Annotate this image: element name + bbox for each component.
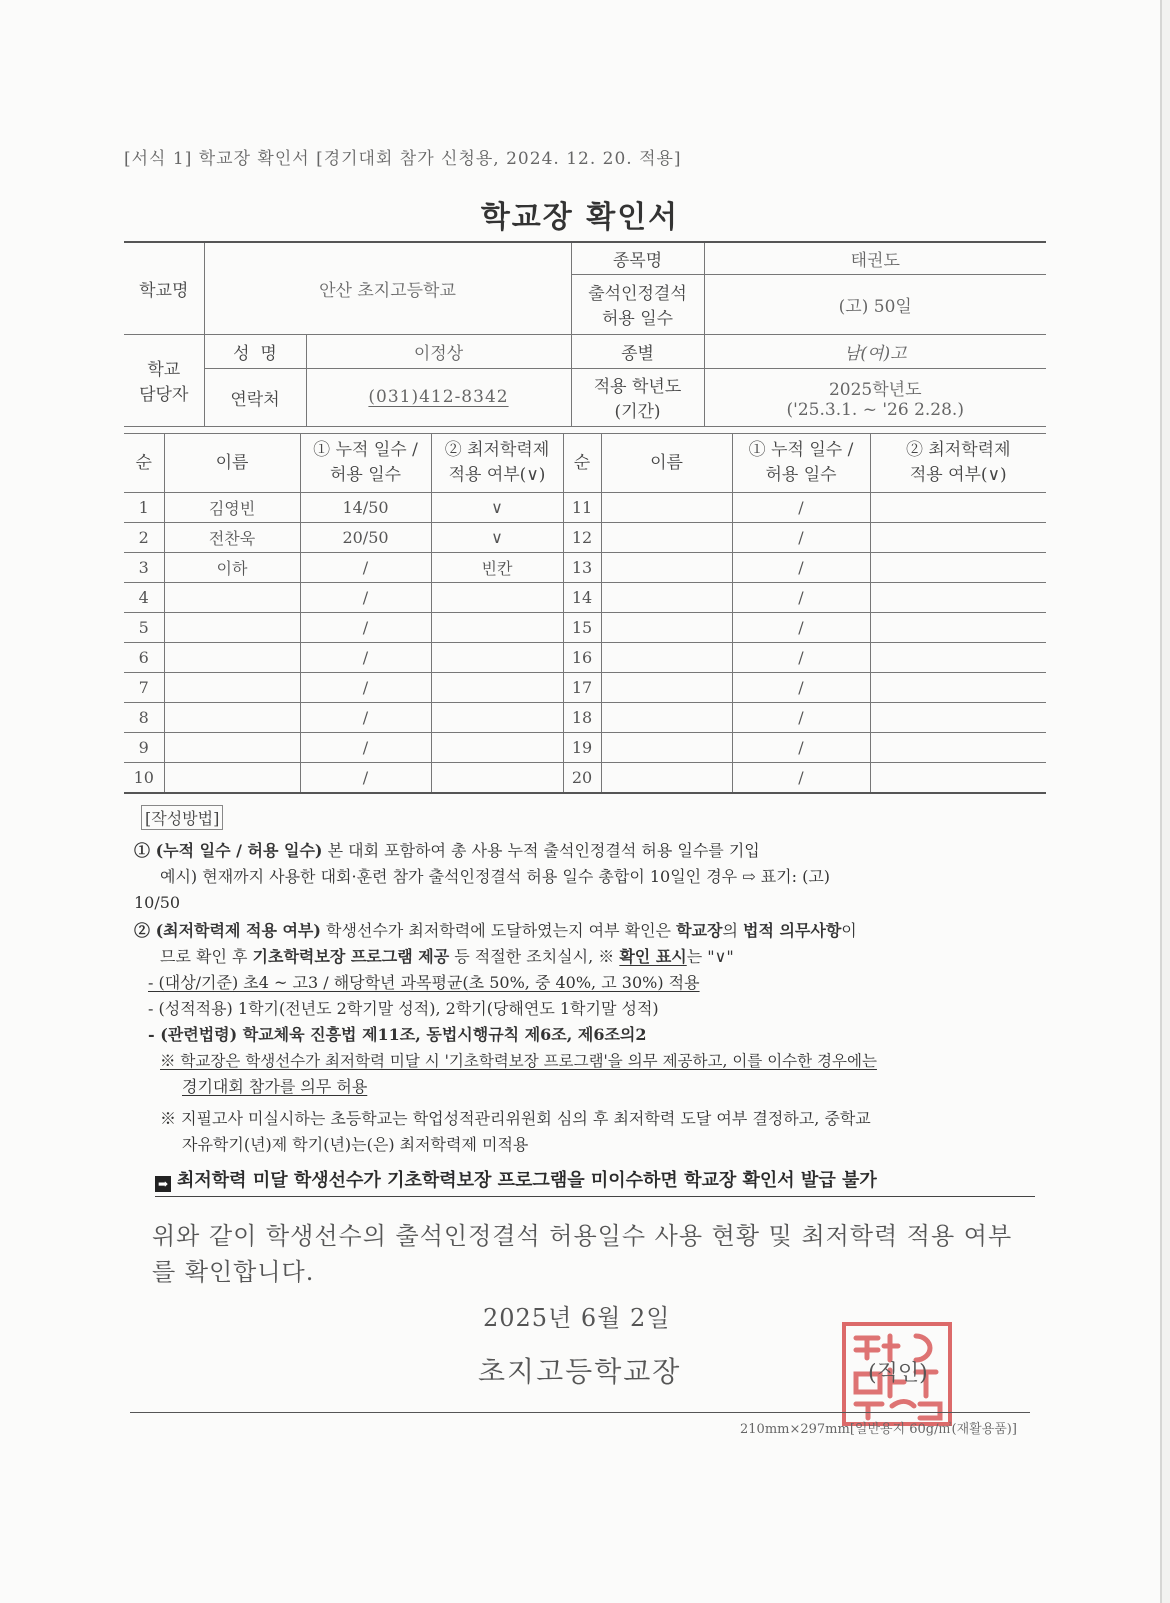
row-no: 20 — [563, 763, 601, 794]
note-2-cont: 므로 확인 후 기초학력보장 프로그램 제공 등 적절한 조치실시, ※ 확인 표시는 "∨" — [160, 947, 734, 966]
row-no: 17 — [563, 673, 601, 703]
attendance-table — [124, 433, 1046, 794]
school-year-label: 적용 학년도 (기간) — [571, 368, 704, 426]
days-used: / — [300, 643, 431, 673]
school-name-value: 안산 초지고등학교 — [204, 242, 571, 334]
note-elementary-cont: 자유학기(년)제 학기(년)는(은) 최저학력제 미적용 — [182, 1135, 529, 1154]
days-used: / — [300, 583, 431, 613]
seal-mark: (직인) — [868, 1361, 928, 1386]
days-used: / — [732, 703, 870, 733]
min-grade-applied — [870, 553, 1046, 583]
student-name — [601, 733, 732, 763]
min-grade-applied: ∨ — [431, 493, 563, 523]
days-used: 14/50 — [300, 493, 431, 523]
min-grade-applied — [870, 613, 1046, 643]
student-name — [601, 523, 732, 553]
student-name — [164, 673, 300, 703]
min-grade-applied — [870, 523, 1046, 553]
row-no: 6 — [124, 643, 164, 673]
warning-line: ➡ 최저학력 미달 학생선수가 기초학력보장 프로그램을 미이수하면 학교장 확인서 발급 불가 — [155, 1166, 1035, 1197]
note-principal-duty-cont: 경기대회 참가를 의무 허용 — [182, 1077, 368, 1096]
days-used: / — [732, 733, 870, 763]
table-row — [124, 733, 1046, 763]
note-principal-duty: ※ 학교장은 학생선수가 최저학력 미달 시 '기초학력보장 프로그램'을 의무 제공하고, 이를 이수한 경우에는 — [160, 1052, 877, 1070]
student-name — [601, 703, 732, 733]
row-no: 11 — [563, 493, 601, 523]
row-no: 16 — [563, 643, 601, 673]
days-used: / — [300, 733, 431, 763]
days-used: / — [732, 673, 870, 703]
note-elementary: ※ 지필고사 미실시하는 초등학교는 학업성적관리위원회 심의 후 최저학력 도달 여부 결정하고, 중학교 — [160, 1109, 871, 1128]
min-grade-applied: 빈칸 — [431, 553, 563, 583]
row-no: 18 — [563, 703, 601, 733]
student-name — [164, 613, 300, 643]
table-row — [124, 613, 1046, 643]
table-row — [124, 703, 1046, 733]
days-used: / — [300, 703, 431, 733]
days-used: / — [300, 763, 431, 794]
note-law: - (관련법령) 학교체육 진흥법 제11조, 동법시행규칙 제6조, 제6조의2 — [148, 1025, 647, 1044]
header-days: ① 누적 일수 / 허용 일수 — [300, 434, 431, 493]
manager-label: 학교 담당자 — [124, 334, 204, 426]
table-row — [124, 673, 1046, 703]
attendance-header-row — [124, 434, 1046, 493]
min-grade-applied — [431, 613, 563, 643]
student-name: 이하 — [164, 553, 300, 583]
row-no: 10 — [124, 763, 164, 794]
row-no: 12 — [563, 523, 601, 553]
row-no: 14 — [563, 583, 601, 613]
student-name: 김영빈 — [164, 493, 300, 523]
days-used: / — [300, 613, 431, 643]
table-row — [124, 643, 1046, 673]
min-grade-applied — [870, 583, 1046, 613]
header-min-grade: ② 최저학력제 적용 여부(∨) — [431, 434, 563, 493]
row-no: 8 — [124, 703, 164, 733]
manager-name-label: 성 명 — [204, 334, 306, 368]
note-grades: - (성적적용) 1학기(전년도 2학기말 성적), 2학기(당해연도 1학기말 성적) — [148, 999, 659, 1018]
principal-title: 초지고등학교장 — [478, 1355, 682, 1388]
min-grade-applied — [870, 643, 1046, 673]
row-no: 4 — [124, 583, 164, 613]
min-grade-applied — [431, 763, 563, 794]
days-used: / — [300, 673, 431, 703]
row-no: 1 — [124, 493, 164, 523]
days-used: / — [732, 763, 870, 794]
student-name: 전찬욱 — [164, 523, 300, 553]
arrow-box-icon: ➡ — [155, 1176, 171, 1192]
student-name — [164, 763, 300, 794]
paper-spec: 210mm×297mm[일반용지 60g/㎡(재활용품)] — [740, 1422, 1017, 1437]
days-used: / — [732, 553, 870, 583]
min-grade-applied — [431, 583, 563, 613]
min-grade-applied — [431, 733, 563, 763]
gender-value: 남(여)고 — [704, 334, 1046, 368]
row-no: 7 — [124, 673, 164, 703]
row-no: 2 — [124, 523, 164, 553]
gender-label: 종별 — [571, 334, 704, 368]
form-code: [서식 1] 학교장 확인서 [경기대회 참가 신청용, 2024. 12. 20. 적용] — [124, 149, 682, 169]
note-1-example: 예시) 현재까지 사용한 대회·훈련 참가 출석인정결석 허용 일수 총합이 10일인 경우 ⇨ 표기: (고) — [160, 867, 831, 886]
days-used: / — [732, 493, 870, 523]
note-2: ② (최저학력제 적용 여부) 학생선수가 최저학력에 도달하였는지 여부 확인은 학교장의 법적 의무사항이 — [134, 921, 857, 940]
table-row — [124, 583, 1046, 613]
manager-name-value: 이정상 — [306, 334, 571, 368]
min-grade-applied — [870, 673, 1046, 703]
header-no: 순 — [563, 434, 601, 493]
header-no: 순 — [124, 434, 164, 493]
days-used: / — [300, 553, 431, 583]
school-year-value: 2025학년도 ('25.3.1. ~ '26 2.28.) — [704, 368, 1046, 426]
header-name: 이름 — [164, 434, 300, 493]
student-name — [601, 763, 732, 794]
allowed-days-value: (고) 50일 — [704, 274, 1046, 334]
min-grade-applied — [431, 673, 563, 703]
min-grade-applied — [431, 703, 563, 733]
issue-date: 2025년 6월 2일 — [483, 1304, 671, 1332]
days-used: / — [732, 643, 870, 673]
student-name — [164, 733, 300, 763]
student-name — [601, 613, 732, 643]
contact-label: 연락처 — [204, 368, 306, 426]
note-1-example-cont: 10/50 — [134, 893, 181, 912]
header-min-grade: ② 최저학력제 적용 여부(∨) — [870, 434, 1046, 493]
days-used: / — [732, 583, 870, 613]
min-grade-applied: ∨ — [431, 523, 563, 553]
header-days: ① 누적 일수 / 허용 일수 — [732, 434, 870, 493]
min-grade-applied — [870, 703, 1046, 733]
min-grade-applied — [870, 733, 1046, 763]
row-no: 5 — [124, 613, 164, 643]
table-row — [124, 553, 1046, 583]
days-used: 20/50 — [300, 523, 431, 553]
student-name — [164, 643, 300, 673]
student-name — [164, 583, 300, 613]
contact-value: (031)412-8342 — [306, 368, 571, 426]
allowed-days-label: 출석인정결석 허용 일수 — [571, 274, 704, 334]
row-no: 3 — [124, 553, 164, 583]
sport-label: 종목명 — [571, 242, 704, 274]
school-info-table — [124, 241, 1046, 427]
min-grade-applied — [870, 763, 1046, 794]
min-grade-applied — [870, 493, 1046, 523]
row-no: 13 — [563, 553, 601, 583]
student-name — [601, 553, 732, 583]
school-name-label: 학교명 — [124, 242, 204, 334]
header-name: 이름 — [601, 434, 732, 493]
student-name — [601, 493, 732, 523]
sport-value: 태권도 — [704, 242, 1046, 274]
student-name — [601, 673, 732, 703]
row-no: 19 — [563, 733, 601, 763]
note-1: ① (누적 일수 / 허용 일수) 본 대회 포함하여 총 사용 누적 출석인정결석 허용 일수를 기입 — [134, 841, 760, 860]
student-name — [601, 643, 732, 673]
student-name — [164, 703, 300, 733]
document-title: 학교장 확인서 — [480, 200, 680, 235]
min-grade-applied — [431, 643, 563, 673]
table-row — [124, 523, 1046, 553]
table-row — [124, 493, 1046, 523]
footer-rule — [130, 1412, 1030, 1413]
method-title: [작성방법] — [141, 805, 223, 830]
days-used: / — [732, 523, 870, 553]
table-row — [124, 763, 1046, 794]
student-name — [601, 583, 732, 613]
note-target: - (대상/기준) 초4 ~ 고3 / 해당학년 과목평균(초 50%, 중 40%, 고 30%) 적용 — [148, 973, 700, 992]
days-used: / — [732, 613, 870, 643]
row-no: 9 — [124, 733, 164, 763]
confirmation-text: 위와 같이 학생선수의 출석인정결석 허용일수 사용 현황 및 최저학력 적용 여부를 확인합니다. — [152, 1222, 1013, 1286]
row-no: 15 — [563, 613, 601, 643]
